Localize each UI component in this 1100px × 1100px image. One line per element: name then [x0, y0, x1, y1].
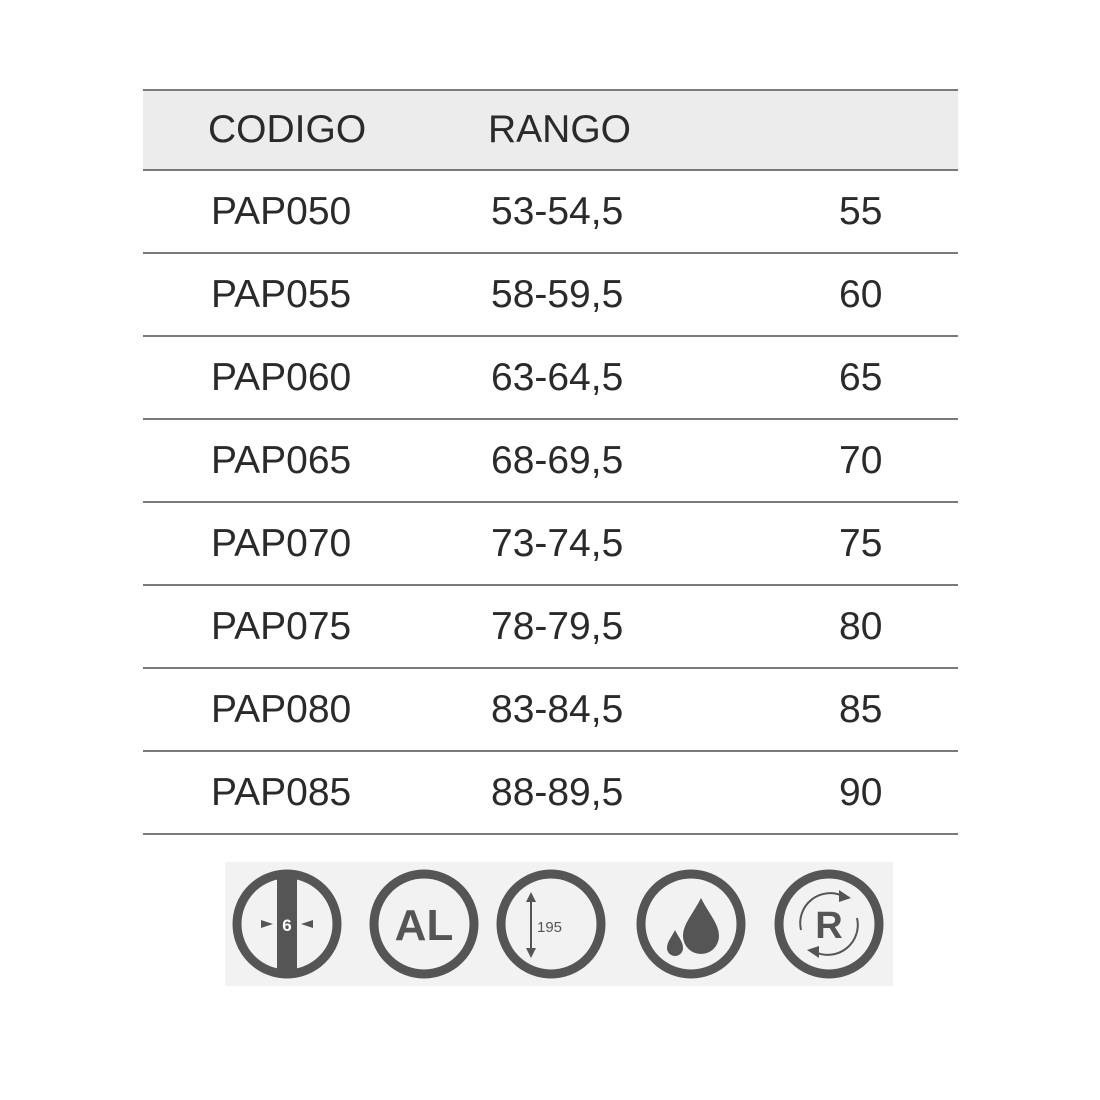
table-header	[143, 89, 958, 171]
water-drops-icon	[635, 868, 747, 980]
thickness-6mm-icon	[231, 868, 343, 980]
cell-codigo: PAP070	[211, 521, 352, 565]
table-row	[143, 337, 958, 420]
cell-rango: 53-54,5	[491, 189, 624, 233]
cell-codigo: PAP065	[211, 438, 352, 482]
reversible-icon	[773, 868, 885, 980]
cell-size: 65	[839, 355, 883, 399]
cell-size: 75	[839, 521, 883, 565]
cell-codigo: PAP085	[211, 770, 352, 814]
aluminum-label: AL	[394, 901, 454, 950]
table-row	[143, 254, 958, 337]
table-row	[143, 503, 958, 586]
feature-icons-strip	[225, 862, 893, 986]
table-row	[143, 752, 958, 835]
cell-rango: 68-69,5	[491, 438, 624, 482]
cell-size: 85	[839, 687, 883, 731]
cell-rango: 78-79,5	[491, 604, 624, 648]
thickness-label: 6	[282, 916, 292, 935]
table-row	[143, 171, 958, 254]
cell-size: 90	[839, 770, 883, 814]
header-codigo: CODIGO	[208, 108, 367, 151]
table-row	[143, 586, 958, 669]
cell-size: 60	[839, 272, 883, 316]
cell-size: 80	[839, 604, 883, 648]
table-row	[143, 669, 958, 752]
cell-rango: 73-74,5	[491, 521, 624, 565]
cell-size: 70	[839, 438, 883, 482]
cell-rango: 83-84,5	[491, 687, 624, 731]
cell-rango: 58-59,5	[491, 272, 624, 316]
cell-codigo: PAP055	[211, 272, 352, 316]
cell-rango: 63-64,5	[491, 355, 624, 399]
size-table	[143, 89, 958, 835]
cell-codigo: PAP080	[211, 687, 352, 731]
header-rango: RANGO	[488, 108, 632, 151]
cell-codigo: PAP060	[211, 355, 352, 399]
aluminum-icon	[368, 868, 480, 980]
cell-size: 55	[839, 189, 883, 233]
height-195-icon	[495, 868, 607, 980]
reversible-label: R	[815, 905, 843, 947]
cell-codigo: PAP075	[211, 604, 352, 648]
cell-rango: 88-89,5	[491, 770, 624, 814]
cell-codigo: PAP050	[211, 189, 352, 233]
table-row	[143, 420, 958, 503]
height-label: 195	[537, 919, 563, 936]
